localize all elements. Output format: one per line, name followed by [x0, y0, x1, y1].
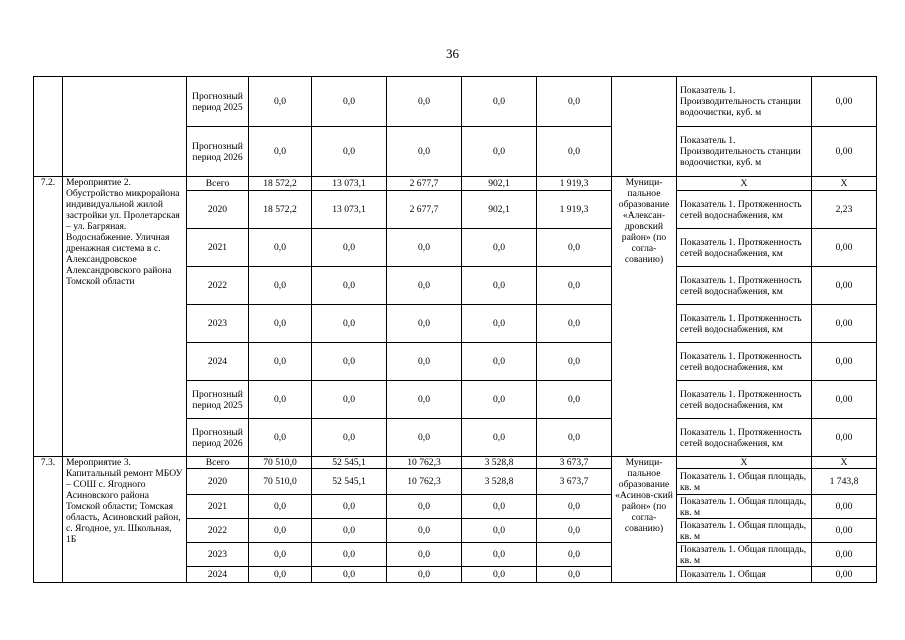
measure-7-2-period-cell: Всего	[187, 177, 249, 191]
measure-7-2-value-cell-2: 0,0	[312, 267, 387, 305]
measure-7-2-value-cell-5: 0,0	[537, 267, 612, 305]
measure-7-3-value-cell-5: 3 673,7	[537, 457, 612, 469]
indicator-value-cell: 0,00	[812, 419, 877, 457]
measure-7-3-value-cell-1: 0,0	[249, 495, 312, 519]
measure-7-3-value-cell-5: 0,0	[537, 495, 612, 519]
indicator-cell: Х	[677, 457, 812, 469]
measure-7-2-period-cell: Прогнозный период 2025	[187, 381, 249, 419]
measure-7-3-period-cell: Всего	[187, 457, 249, 469]
measure-7-3-value-cell-1: 0,0	[249, 567, 312, 583]
indicator-cell: Х	[677, 177, 812, 191]
measure-7-2-value-cell-2: 0,0	[312, 419, 387, 457]
measure-7-2-period-cell: 2024	[187, 343, 249, 381]
measure-7-3-value-cell-2: 0,0	[312, 543, 387, 567]
measure-7-2-period-cell: 2020	[187, 191, 249, 229]
table-row	[34, 77, 877, 127]
indicator-cell: Показатель 1. Общая	[677, 567, 812, 583]
indicator-cell: Показатель 1. Производительность станции водоочистки, куб. м	[677, 77, 812, 127]
indicator-value-cell: Х	[812, 177, 877, 191]
indicator-value-cell: Х	[812, 457, 877, 469]
num-cell-cont	[34, 77, 63, 177]
measure-7-2-value-cell-4: 902,1	[462, 177, 537, 191]
indicator-value-cell: 0,00	[812, 567, 877, 583]
cont-value-cell-3: 0,0	[387, 77, 462, 127]
measure-7-3-value-cell-3: 10 762,3	[387, 469, 462, 495]
cont-value-cell-1: 0,0	[249, 77, 312, 127]
measure-7-2-value-cell-5: 0,0	[537, 229, 612, 267]
measure-7-3-value-cell-3: 0,0	[387, 567, 462, 583]
measure-7-3-value-cell-4: 3 528,8	[462, 457, 537, 469]
cont-period-cell: Прогнозный период 2026	[187, 127, 249, 177]
measure-7-3-value-cell-5: 3 673,7	[537, 469, 612, 495]
measure-7-2-period-cell: 2022	[187, 267, 249, 305]
measure-7-2-value-cell-3: 0,0	[387, 267, 462, 305]
indicator-cell: Показатель 1. Общая площадь, кв. м	[677, 495, 812, 519]
measure-7-2-value-cell-1: 0,0	[249, 229, 312, 267]
measure-7-3-value-cell-4: 0,0	[462, 567, 537, 583]
measure-7-3-value-cell-2: 52 545,1	[312, 457, 387, 469]
measure-7-2-executor-cell: Муници-пальное образование «Алексан-дровский район» (по согла-сованию)	[612, 177, 677, 457]
measure-7-3-period-cell: 2022	[187, 519, 249, 543]
indicator-value-cell: 0,00	[812, 343, 877, 381]
indicator-cell: Показатель 1. Протяженность сетей водоснабжения, км	[677, 229, 812, 267]
measure-7-3-value-cell-3: 10 762,3	[387, 457, 462, 469]
measure-7-2-value-cell-5: 1 919,3	[537, 191, 612, 229]
measure-7-2-number-cell: 7.2.	[34, 177, 63, 457]
measure-7-3-executor-cell: Муници-пальное образование «Асинов-ский район» (по согла-сованию)	[612, 457, 677, 583]
indicator-cell: Показатель 1. Протяженность сетей водоснабжения, км	[677, 305, 812, 343]
measure-7-2-value-cell-3: 0,0	[387, 305, 462, 343]
cont-value-cell-4: 0,0	[462, 77, 537, 127]
measure-7-3-value-cell-2: 0,0	[312, 567, 387, 583]
indicator-cell: Показатель 1. Протяженность сетей водоснабжения, км	[677, 343, 812, 381]
indicator-cell: Показатель 1. Протяженность сетей водоснабжения, км	[677, 419, 812, 457]
measure-7-2-value-cell-1: 0,0	[249, 267, 312, 305]
measure-7-3-period-cell: 2024	[187, 567, 249, 583]
measure-7-3-period-cell: 2023	[187, 543, 249, 567]
indicator-value-cell: 0,00	[812, 229, 877, 267]
measure-7-2-name-cell: Мероприятие 2. Обустройство микрорайона индивидуальной жилой застройки ул. Пролетарская – ул. Багряная. Водоснабжение. Уличная дренажная система в с. Александровское Александровского района Томской области	[63, 177, 187, 457]
indicator-value-cell: 0,00	[812, 305, 877, 343]
measure-7-3-value-cell-2: 0,0	[312, 519, 387, 543]
indicator-cell: Показатель 1. Протяженность сетей водоснабжения, км	[677, 267, 812, 305]
measure-7-2-value-cell-3: 2 677,7	[387, 177, 462, 191]
measure-7-3-value-cell-1: 70 510,0	[249, 469, 312, 495]
measure-7-2-period-cell: 2023	[187, 305, 249, 343]
cont-value-cell-2: 0,0	[312, 127, 387, 177]
indicator-value-cell: 0,00	[812, 127, 877, 177]
measure-7-2-value-cell-5: 0,0	[537, 419, 612, 457]
measure-7-3-value-cell-4: 3 528,8	[462, 469, 537, 495]
measure-7-3-period-cell: 2020	[187, 469, 249, 495]
indicator-value-cell: 0,00	[812, 495, 877, 519]
measure-7-2-value-cell-3: 0,0	[387, 381, 462, 419]
measure-7-2-period-cell: 2021	[187, 229, 249, 267]
indicator-cell: Показатель 1. Общая площадь, кв. м	[677, 519, 812, 543]
measure-7-2-value-cell-3: 0,0	[387, 229, 462, 267]
measure-7-2-value-cell-2: 13 073,1	[312, 191, 387, 229]
measure-7-3-value-cell-3: 0,0	[387, 495, 462, 519]
measure-7-3-number-cell: 7.3.	[34, 457, 63, 583]
cont-period-cell: Прогнозный период 2025	[187, 77, 249, 127]
measure-7-2-value-cell-5: 0,0	[537, 305, 612, 343]
measure-7-3-value-cell-4: 0,0	[462, 495, 537, 519]
measure-7-2-value-cell-3: 0,0	[387, 343, 462, 381]
measure-7-2-value-cell-4: 0,0	[462, 419, 537, 457]
measure-7-3-value-cell-5: 0,0	[537, 543, 612, 567]
measure-7-2-value-cell-1: 0,0	[249, 305, 312, 343]
measure-7-3-period-cell: 2021	[187, 495, 249, 519]
measure-7-3-name-cell: Мероприятие 3. Капитальный ремонт МБОУ – СОШ с. Ягодного Асиновского района Томской области; Томская область, Асиновский район, с. Ягодное, ул. Школьная, 1Б	[63, 457, 187, 583]
page-number: 36	[446, 46, 459, 61]
measure-7-2-value-cell-5: 0,0	[537, 343, 612, 381]
measure-7-3-value-cell-2: 52 545,1	[312, 469, 387, 495]
indicator-cell: Показатель 1. Протяженность сетей водоснабжения, км	[677, 381, 812, 419]
measure-7-2-value-cell-4: 0,0	[462, 343, 537, 381]
measure-7-2-value-cell-3: 2 677,7	[387, 191, 462, 229]
measure-7-2-value-cell-1: 0,0	[249, 381, 312, 419]
cont-value-cell-3: 0,0	[387, 127, 462, 177]
measure-7-2-value-cell-4: 0,0	[462, 305, 537, 343]
measure-7-2-period-cell: Прогнозный период 2026	[187, 419, 249, 457]
measure-7-2-value-cell-2: 0,0	[312, 229, 387, 267]
measure-7-2-value-cell-1: 18 572,2	[249, 177, 312, 191]
measure-7-3-value-cell-1: 0,0	[249, 543, 312, 567]
measure-7-2-value-cell-2: 0,0	[312, 381, 387, 419]
measure-7-2-value-cell-5: 1 919,3	[537, 177, 612, 191]
name-cell-cont	[63, 77, 187, 177]
cont-value-cell-5: 0,0	[537, 127, 612, 177]
measure-7-2-value-cell-5: 0,0	[537, 381, 612, 419]
cont-value-cell-4: 0,0	[462, 127, 537, 177]
table-row	[34, 457, 877, 469]
measure-7-2-value-cell-1: 0,0	[249, 419, 312, 457]
measure-7-2-value-cell-2: 0,0	[312, 343, 387, 381]
measure-7-2-value-cell-3: 0,0	[387, 419, 462, 457]
measure-7-2-value-cell-1: 0,0	[249, 343, 312, 381]
measure-7-3-value-cell-4: 0,0	[462, 519, 537, 543]
measure-7-3-value-cell-5: 0,0	[537, 519, 612, 543]
cont-value-cell-5: 0,0	[537, 77, 612, 127]
indicator-value-cell: 0,00	[812, 77, 877, 127]
measure-7-2-value-cell-2: 13 073,1	[312, 177, 387, 191]
measure-7-3-value-cell-2: 0,0	[312, 495, 387, 519]
indicator-cell: Показатель 1. Общая площадь, кв. м	[677, 543, 812, 567]
measure-7-2-value-cell-2: 0,0	[312, 305, 387, 343]
cont-value-cell-1: 0,0	[249, 127, 312, 177]
indicator-value-cell: 1 743,8	[812, 469, 877, 495]
indicator-value-cell: 0,00	[812, 543, 877, 567]
indicator-cell: Показатель 1. Производительность станции водоочистки, куб. м	[677, 127, 812, 177]
measure-7-2-value-cell-1: 18 572,2	[249, 191, 312, 229]
measure-7-2-value-cell-4: 0,0	[462, 229, 537, 267]
measure-7-3-value-cell-5: 0,0	[537, 567, 612, 583]
indicator-cell: Показатель 1. Протяженность сетей водоснабжения, км	[677, 191, 812, 229]
indicator-value-cell: 0,00	[812, 519, 877, 543]
indicator-value-cell: 2,23	[812, 191, 877, 229]
indicator-value-cell: 0,00	[812, 267, 877, 305]
measure-7-2-value-cell-4: 0,0	[462, 267, 537, 305]
measure-7-2-value-cell-4: 902,1	[462, 191, 537, 229]
measure-7-3-value-cell-3: 0,0	[387, 519, 462, 543]
measure-7-3-value-cell-1: 0,0	[249, 519, 312, 543]
cont-value-cell-2: 0,0	[312, 77, 387, 127]
measure-7-3-value-cell-1: 70 510,0	[249, 457, 312, 469]
executor-cell-cont	[612, 77, 677, 177]
program-table	[33, 76, 877, 583]
measure-7-2-value-cell-4: 0,0	[462, 381, 537, 419]
table-row	[34, 177, 877, 191]
indicator-cell: Показатель 1. Общая площадь, кв. м	[677, 469, 812, 495]
measure-7-3-value-cell-3: 0,0	[387, 543, 462, 567]
measure-7-3-value-cell-4: 0,0	[462, 543, 537, 567]
indicator-value-cell: 0,00	[812, 381, 877, 419]
